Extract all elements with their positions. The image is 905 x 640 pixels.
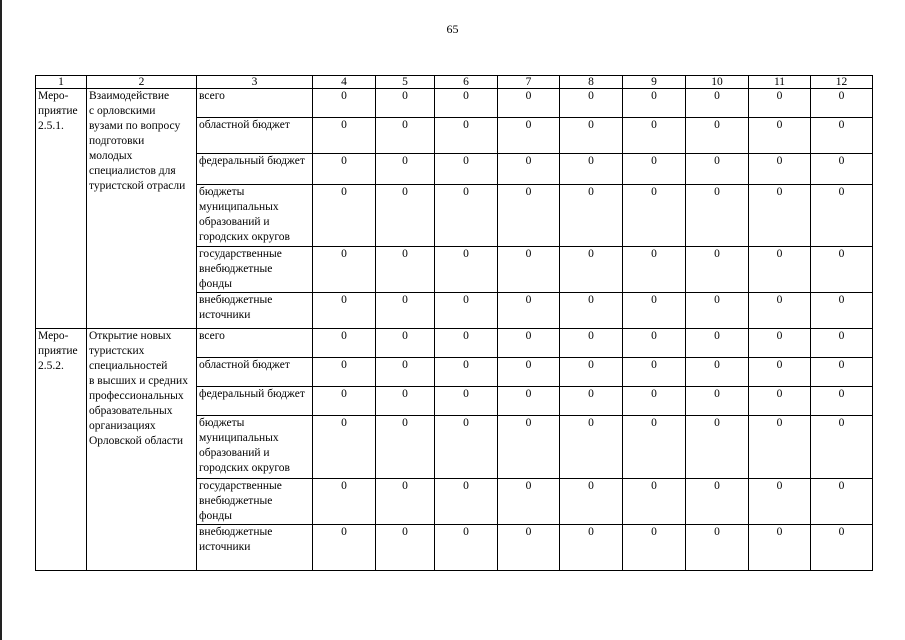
value-cell: 0 <box>811 89 873 118</box>
funding-source-line: государственные <box>199 248 282 260</box>
value-cell: 0 <box>498 154 560 185</box>
value-cell: 0 <box>376 247 435 293</box>
description-line: образовательных <box>89 405 173 417</box>
description-line: туристских <box>89 345 145 357</box>
value-cell: 0 <box>435 358 498 387</box>
description-line: специальностей <box>89 360 168 372</box>
description-line: Открытие новых <box>89 330 172 342</box>
value-cell: 0 <box>811 358 873 387</box>
value-cell: 0 <box>686 247 749 293</box>
event-line: приятие <box>38 105 78 117</box>
column-header: 10 <box>686 76 749 89</box>
value-cell: 0 <box>313 293 376 329</box>
value-cell: 0 <box>313 247 376 293</box>
value-cell: 0 <box>498 416 560 479</box>
value-cell: 0 <box>560 387 623 416</box>
funding-source-line: бюджеты <box>199 186 245 198</box>
column-header: 7 <box>498 76 560 89</box>
funding-source-line: муниципальных <box>199 432 279 444</box>
value-cell: 0 <box>313 185 376 247</box>
column-header: 11 <box>749 76 811 89</box>
value-cell: 0 <box>376 387 435 416</box>
value-cell: 0 <box>498 247 560 293</box>
value-cell: 0 <box>686 154 749 185</box>
value-cell: 0 <box>623 387 686 416</box>
value-cell: 0 <box>811 387 873 416</box>
description-line: специалистов для <box>89 165 176 177</box>
value-cell: 0 <box>560 247 623 293</box>
value-cell: 0 <box>623 118 686 154</box>
value-cell: 0 <box>623 525 686 571</box>
funding-source-line: фонды <box>199 278 232 290</box>
funding-source-cell <box>197 358 313 387</box>
value-cell: 0 <box>435 293 498 329</box>
value-cell: 0 <box>811 185 873 247</box>
funding-source-cell <box>197 89 313 118</box>
value-cell: 0 <box>435 416 498 479</box>
description-line: профессиональных <box>89 390 184 402</box>
funding-source-cell <box>197 118 313 154</box>
value-cell: 0 <box>686 358 749 387</box>
value-cell: 0 <box>623 154 686 185</box>
description-line: туристской отрасли <box>89 180 186 192</box>
value-cell: 0 <box>749 387 811 416</box>
value-cell: 0 <box>435 154 498 185</box>
funding-source-line: всего <box>199 90 225 102</box>
value-cell: 0 <box>313 154 376 185</box>
value-cell: 0 <box>376 89 435 118</box>
funding-source-cell <box>197 154 313 185</box>
value-cell: 0 <box>498 525 560 571</box>
value-cell: 0 <box>376 525 435 571</box>
value-cell: 0 <box>623 293 686 329</box>
value-cell: 0 <box>623 247 686 293</box>
value-cell: 0 <box>749 118 811 154</box>
page-left-edge <box>0 0 2 640</box>
value-cell: 0 <box>376 154 435 185</box>
value-cell: 0 <box>313 329 376 358</box>
value-cell: 0 <box>811 416 873 479</box>
event-cell <box>36 329 87 571</box>
funding-source-line: городских округов <box>199 462 290 474</box>
description-line: Орловской области <box>89 435 184 447</box>
table-row <box>36 89 873 118</box>
value-cell: 0 <box>498 118 560 154</box>
value-cell: 0 <box>498 479 560 525</box>
value-cell: 0 <box>749 479 811 525</box>
description-line: вузами по вопросу <box>89 120 181 132</box>
value-cell: 0 <box>376 358 435 387</box>
funding-source-line: внебюджетные <box>199 294 273 306</box>
column-header: 12 <box>811 76 873 89</box>
value-cell: 0 <box>560 185 623 247</box>
event-line: Меро- <box>38 330 69 342</box>
value-cell: 0 <box>686 293 749 329</box>
value-cell: 0 <box>313 416 376 479</box>
value-cell: 0 <box>811 293 873 329</box>
value-cell: 0 <box>749 89 811 118</box>
value-cell: 0 <box>498 89 560 118</box>
value-cell: 0 <box>811 154 873 185</box>
event-line: Меро- <box>38 90 69 102</box>
value-cell: 0 <box>313 525 376 571</box>
funding-source-line: областной бюджет <box>199 119 290 131</box>
value-cell: 0 <box>623 479 686 525</box>
funding-source-line: городских округов <box>199 231 290 243</box>
funding-source-cell <box>197 247 313 293</box>
value-cell: 0 <box>623 416 686 479</box>
value-cell: 0 <box>749 154 811 185</box>
financing-table <box>35 75 873 571</box>
value-cell: 0 <box>686 118 749 154</box>
value-cell: 0 <box>498 329 560 358</box>
description-line: в высших и средних <box>89 375 188 387</box>
funding-source-cell <box>197 525 313 571</box>
value-cell: 0 <box>811 329 873 358</box>
column-header: 2 <box>87 76 197 89</box>
funding-source-line: всего <box>199 330 225 342</box>
value-cell: 0 <box>376 118 435 154</box>
funding-source-line: образований и <box>199 447 270 459</box>
value-cell: 0 <box>435 525 498 571</box>
value-cell: 0 <box>313 89 376 118</box>
event-cell <box>36 89 87 329</box>
funding-source-cell <box>197 387 313 416</box>
description-line: Взаимодействие <box>89 90 170 102</box>
value-cell: 0 <box>749 247 811 293</box>
value-cell: 0 <box>811 479 873 525</box>
table-body <box>36 89 873 571</box>
page-number: 65 <box>446 22 459 36</box>
funding-source-cell <box>197 416 313 479</box>
value-cell: 0 <box>811 525 873 571</box>
value-cell: 0 <box>811 118 873 154</box>
column-header: 3 <box>197 76 313 89</box>
description-line: молодых <box>89 150 133 162</box>
value-cell: 0 <box>749 293 811 329</box>
value-cell: 0 <box>686 525 749 571</box>
value-cell: 0 <box>313 387 376 416</box>
value-cell: 0 <box>313 479 376 525</box>
value-cell: 0 <box>560 293 623 329</box>
value-cell: 0 <box>498 358 560 387</box>
value-cell: 0 <box>749 185 811 247</box>
value-cell: 0 <box>313 358 376 387</box>
funding-source-line: бюджеты <box>199 417 245 429</box>
column-header: 6 <box>435 76 498 89</box>
value-cell: 0 <box>560 329 623 358</box>
description-cell <box>87 329 197 571</box>
column-header: 1 <box>36 76 87 89</box>
value-cell: 0 <box>811 247 873 293</box>
funding-source-line: федеральный бюджет <box>199 155 305 167</box>
value-cell: 0 <box>749 358 811 387</box>
event-line: 2.5.2. <box>38 360 64 372</box>
funding-source-line: внебюджетные <box>199 263 273 275</box>
column-header: 9 <box>623 76 686 89</box>
funding-source-cell <box>197 329 313 358</box>
value-cell: 0 <box>498 185 560 247</box>
value-cell: 0 <box>686 479 749 525</box>
column-header: 5 <box>376 76 435 89</box>
value-cell: 0 <box>376 479 435 525</box>
value-cell: 0 <box>560 89 623 118</box>
funding-source-line: образований и <box>199 216 270 228</box>
value-cell: 0 <box>435 479 498 525</box>
funding-source-cell <box>197 479 313 525</box>
funding-source-line: фонды <box>199 510 232 522</box>
description-line: с орловскими <box>89 105 156 117</box>
value-cell: 0 <box>749 525 811 571</box>
funding-source-cell <box>197 185 313 247</box>
value-cell: 0 <box>560 525 623 571</box>
value-cell: 0 <box>498 293 560 329</box>
value-cell: 0 <box>686 329 749 358</box>
description-line: организациях <box>89 420 156 432</box>
value-cell: 0 <box>313 118 376 154</box>
value-cell: 0 <box>623 185 686 247</box>
funding-source-line: внебюджетные <box>199 495 273 507</box>
funding-source-line: источники <box>199 309 251 321</box>
event-line: 2.5.1. <box>38 120 64 132</box>
funding-source-cell <box>197 293 313 329</box>
value-cell: 0 <box>560 358 623 387</box>
value-cell: 0 <box>560 118 623 154</box>
value-cell: 0 <box>435 387 498 416</box>
value-cell: 0 <box>376 293 435 329</box>
value-cell: 0 <box>435 118 498 154</box>
value-cell: 0 <box>623 329 686 358</box>
header-row <box>36 76 873 89</box>
description-line: подготовки <box>89 135 145 147</box>
value-cell: 0 <box>376 416 435 479</box>
value-cell: 0 <box>435 329 498 358</box>
value-cell: 0 <box>749 329 811 358</box>
funding-source-line: источники <box>199 541 251 553</box>
value-cell: 0 <box>560 416 623 479</box>
value-cell: 0 <box>623 358 686 387</box>
value-cell: 0 <box>560 154 623 185</box>
column-header: 8 <box>560 76 623 89</box>
value-cell: 0 <box>686 89 749 118</box>
funding-source-line: внебюджетные <box>199 526 273 538</box>
funding-source-line: федеральный бюджет <box>199 388 305 400</box>
value-cell: 0 <box>560 479 623 525</box>
table-row <box>36 329 873 358</box>
value-cell: 0 <box>498 387 560 416</box>
value-cell: 0 <box>376 185 435 247</box>
column-header: 4 <box>313 76 376 89</box>
description-cell <box>87 89 197 329</box>
event-line: приятие <box>38 345 78 357</box>
value-cell: 0 <box>435 247 498 293</box>
value-cell: 0 <box>686 185 749 247</box>
funding-source-line: областной бюджет <box>199 359 290 371</box>
value-cell: 0 <box>435 89 498 118</box>
funding-source-line: муниципальных <box>199 201 279 213</box>
funding-source-line: государственные <box>199 480 282 492</box>
value-cell: 0 <box>686 416 749 479</box>
value-cell: 0 <box>435 185 498 247</box>
value-cell: 0 <box>686 387 749 416</box>
value-cell: 0 <box>376 329 435 358</box>
value-cell: 0 <box>749 416 811 479</box>
value-cell: 0 <box>623 89 686 118</box>
